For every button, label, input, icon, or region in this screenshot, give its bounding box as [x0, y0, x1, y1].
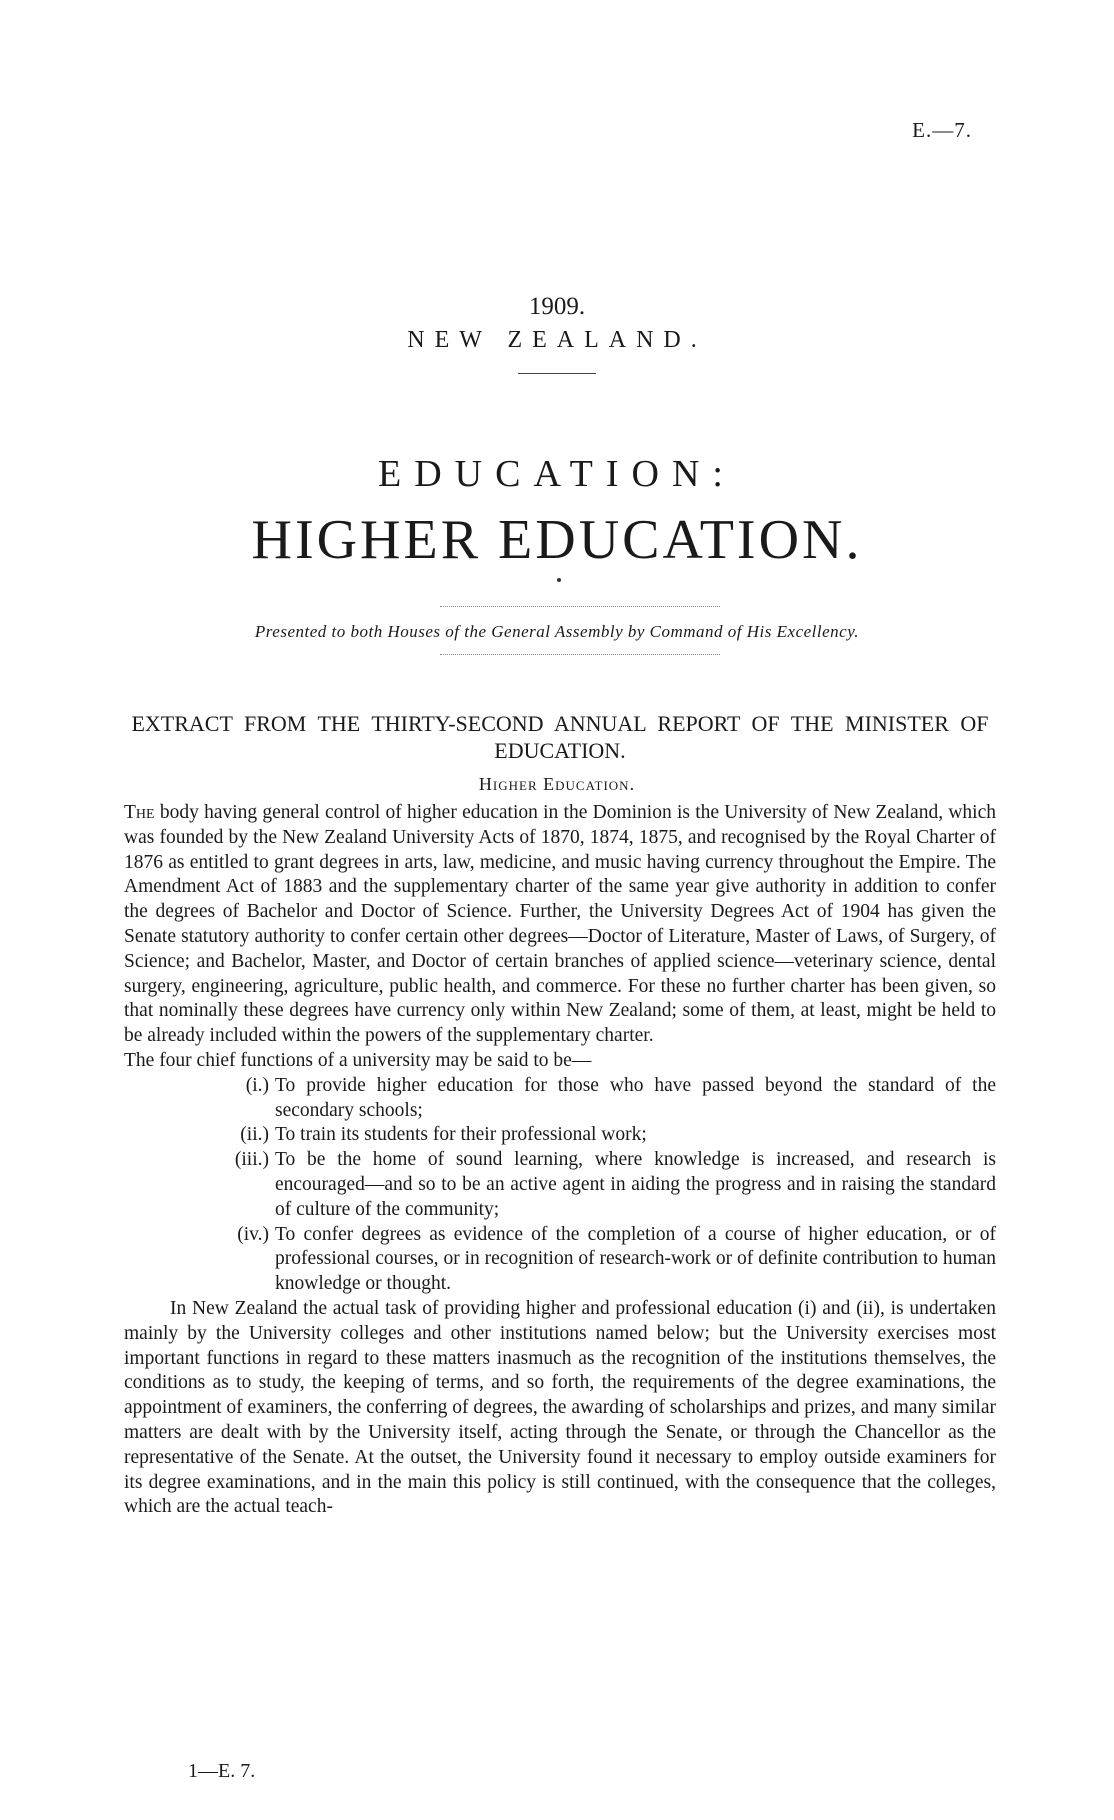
title-line-2: HIGHER EDUCATION.	[251, 509, 863, 571]
list-intro: The four chief functions of a university may be said to be—	[124, 1049, 592, 1071]
paragraph-1	[124, 801, 996, 1049]
year: 1909.	[528, 293, 586, 320]
divider-rule	[518, 373, 596, 374]
ornament-dot	[557, 578, 561, 582]
list-number: (iii.)	[234, 1149, 269, 1171]
list-text: To provide higher education for those who have passed beyond the standard of the secondary schools;	[275, 1074, 996, 1121]
list-item	[124, 1223, 996, 1297]
list-number: (ii.)	[240, 1124, 269, 1146]
country-heading: NEW ZEALAND.	[407, 327, 707, 353]
extract-title: EXTRACT FROM THE THIRTY-SECOND ANNUAL REPORT OF THE MINISTER OF EDUCATION.	[131, 711, 989, 763]
dotted-rule-top	[440, 606, 720, 607]
list-item	[124, 1123, 996, 1148]
list-number: (i.)	[245, 1074, 269, 1096]
list-item	[124, 1074, 996, 1124]
list-text: To be the home of sound learning, where knowledge is increased, and research is encouraged—and so to be an active agent in aiding the progress and in raising the standard of culture of the community;	[275, 1149, 996, 1220]
functions-list	[124, 1074, 996, 1297]
dotted-rule-bottom	[440, 654, 720, 655]
list-text: To confer degrees as evidence of the completion of a course of higher education, or of professional courses, or in recognition of research-work or of definite contribution to human knowledge or thought.	[275, 1223, 996, 1295]
body-text	[124, 801, 996, 1520]
list-text: To train its students for their professional work;	[275, 1124, 647, 1146]
list-number: (iv.)	[237, 1223, 269, 1245]
title-line-1: EDUCATION:	[378, 453, 736, 495]
lead-word: The	[124, 802, 155, 823]
page-signature: 1—E. 7.	[188, 1760, 256, 1782]
list-item	[124, 1148, 996, 1222]
paragraph-1-text: body having general control of higher education in the Dominion is the University of New Zealand, which was founded by the New Zealand University Acts of 1870, 1874, 1875, and recognised by the Royal Charter of 1876 as entitled to grant degrees in arts, law, medicine, and music having currency throughout the Empire. The Amendment Act of 1883 and the supplementary charter of the same year give authority in addition to confer the degrees of Bachelor and Doctor of Science. Further, the University Degrees Act of 1904 has given the Senate statutory authority to confer certain other degrees—Doctor of Literature, Master of Laws, of Surgery, of Science; and Bachelor, Master, and Doctor of certain branches of applied science—veterinary science, dental surgery, engineering, agriculture, public health, and commerce. For these no further charter has been given, so that nominally these degrees have currency only within New Zealand; some of them, at least, might be held to be already included within the powers of the supplementary charter.	[124, 802, 996, 1047]
presented-line: Presented to both Houses of the General Assembly by Command of His Excellency.	[254, 622, 860, 641]
paragraph-2: In New Zealand the actual task of providing higher and professional education (i) and (ii), is undertaken mainly by the University colleges and other institutions named below; but the University exercises most important functions in regard to these matters inasmuch as the recognition of the institutions themselves, the conditions as to study, the keeping of terms, and so forth, the requirements of the degree examinations, the appointment of examiners, the conferring of degrees, the awarding of scholarships and prizes, and many similar matters are dealt with by the University itself, acting through the Senate, or through the Chancellor as the representative of the Senate. At the outset, the University found it necessary to employ outside examiners for its degree examinations, and in the main this policy is still continued, with the consequence that the colleges, which are the actual teach-	[124, 1297, 996, 1518]
section-subheading: Higher Education.	[478, 774, 636, 794]
page-reference: E.—7.	[912, 118, 972, 142]
